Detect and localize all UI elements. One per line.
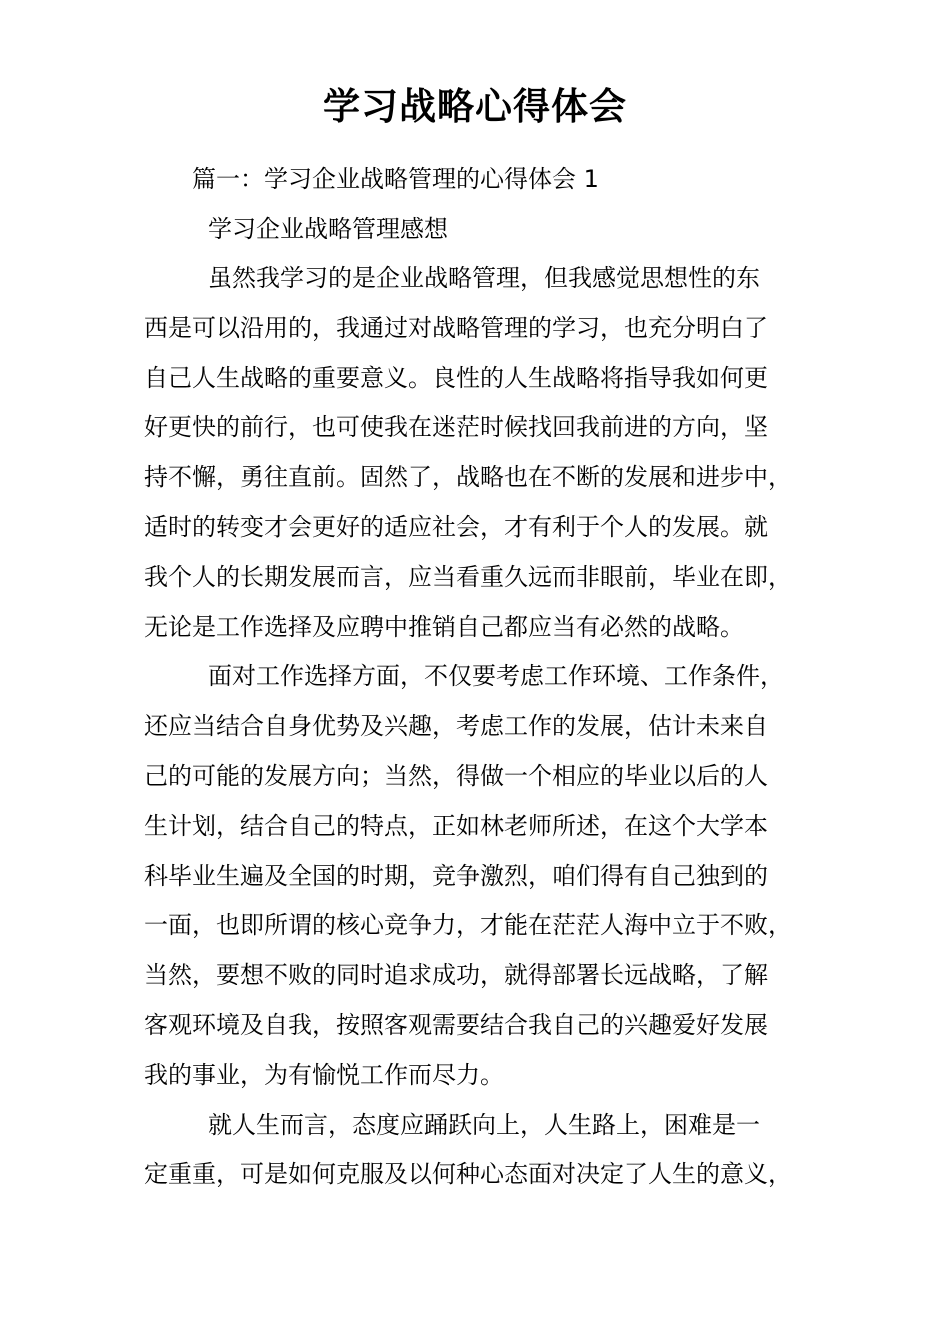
paragraph-line: 当然，要想不败的同时追求成功，就得部署长远战略，了解 (144, 961, 768, 990)
paragraph-line: 生计划，结合自己的特点，正如林老师所述，在这个大学本 (144, 811, 768, 840)
chapter-heading: 篇一：学习企业战略管理的心得体会 1 (192, 165, 599, 193)
section-heading: 学习企业战略管理感想 (208, 215, 448, 243)
paragraph-line: 无论是工作选择及应聘中推销自己都应当有必然的战略。 (144, 612, 744, 641)
paragraph (144, 1101, 834, 1201)
paragraph-line: 一面，也即所谓的核心竞争力，才能在茫茫人海中立于不败， (144, 911, 792, 940)
paragraph (144, 254, 834, 652)
paragraph-line: 虽然我学习的是企业战略管理，但我感觉思想性的东 (208, 264, 760, 292)
paragraph-line: 还应当结合自身优势及兴趣，考虑工作的发展，估计未来自 (144, 712, 768, 741)
paragraph-line: 我的事业，为有愉悦工作而尽力。 (144, 1060, 504, 1089)
paragraph-line: 科毕业生遍及全国的时期，竞争激烈，咱们得有自己独到的 (144, 861, 768, 890)
paragraph-line: 面对工作选择方面，不仅要考虑工作环境、工作条件， (208, 662, 784, 691)
paragraph-line: 定重重，可是如何克服及以何种心态面对决定了人生的意义， (144, 1160, 792, 1189)
paragraph-line: 己的可能的发展方向；当然，得做一个相应的毕业以后的人 (144, 761, 768, 790)
document-title: 学习战略心得体会 (323, 85, 627, 128)
paragraph-line: 自己人生战略的重要意义。良性的人生战略将指导我如何更 (144, 363, 768, 392)
paragraph-line: 西是可以沿用的，我通过对战略管理的学习，也充分明白了 (144, 313, 768, 342)
paragraph-line: 就人生而言，态度应踊跃向上，人生路上，困难是一 (208, 1110, 760, 1139)
paragraph-line: 好更快的前行，也可使我在迷茫时候找回我前进的方向，坚 (144, 413, 768, 442)
paragraph-line: 适时的转变才会更好的适应社会，才有利于个人的发展。就 (144, 512, 768, 541)
paragraph (144, 652, 834, 1100)
paragraph-line: 客观环境及自我，按照客观需要结合我自己的兴趣爱好发展 (144, 1010, 768, 1039)
paragraph-line: 持不懈，勇往直前。固然了，战略也在不断的发展和进步中， (144, 463, 792, 492)
paragraph-line: 我个人的长期发展而言，应当看重久远而非眼前，毕业在即， (144, 562, 792, 591)
body-text (144, 254, 834, 1200)
